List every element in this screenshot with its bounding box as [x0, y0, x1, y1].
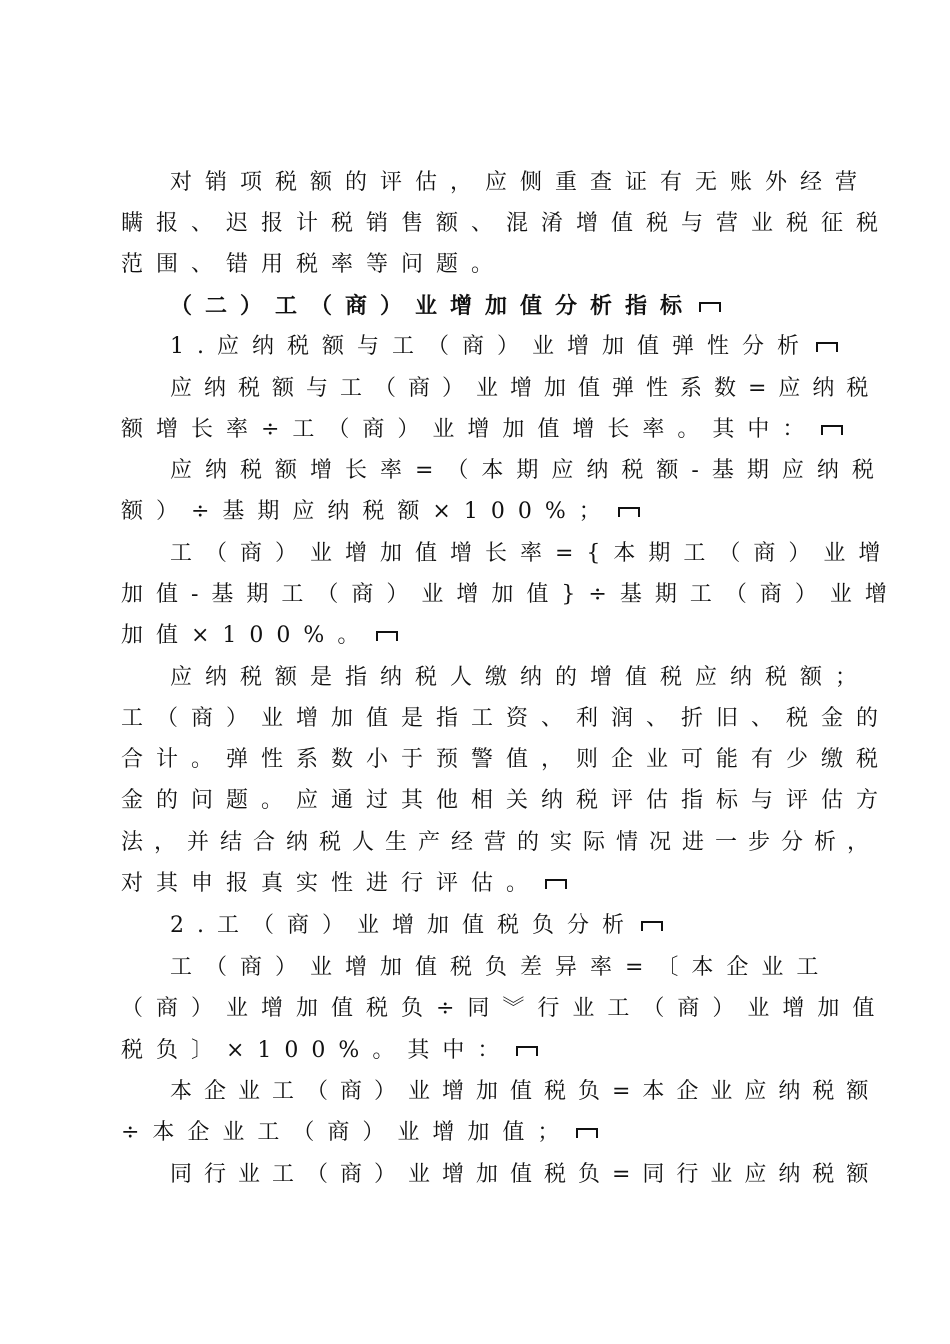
paragraph-line: 额增长率÷工（商）业增加值增长率。其中：	[121, 415, 843, 445]
paragraph-line: 同行业工（商）业增加值税负=同行业应纳税额	[170, 1162, 881, 1187]
paragraph-line: 加值-基期工（商）业增加值}÷基期工（商）业增	[121, 582, 900, 607]
paragraph-line: 瞒报、迟报计税销售额、混淆增值税与营业税征税	[121, 211, 892, 236]
paragraph-line: 工（商）业增加值增长率={本期工（商）业增	[170, 541, 894, 566]
paragraph-mark-icon	[816, 342, 838, 352]
paragraph-mark-icon	[376, 631, 398, 641]
subsection-heading: 1.应纳税额与工（商）业增加值弹性分析	[170, 332, 838, 362]
paragraph-line: 法，并结合纳税人生产经营的实际情况进一步分析，	[121, 830, 881, 855]
paragraph-line: 本企业工（商）业增加值税负=本企业应纳税额	[170, 1079, 881, 1104]
section-heading: （二）工（商）业增加值分析指标	[170, 291, 721, 321]
subsection-heading: 2.工（商）业增加值税负分析	[170, 911, 663, 941]
paragraph-mark-icon	[618, 507, 640, 517]
paragraph-mark-icon	[641, 921, 663, 931]
paragraph-line: 加值×100%。	[121, 621, 398, 651]
paragraph-line: 工（商）业增加值是指工资、利润、折旧、税金的	[121, 706, 892, 731]
paragraph-line: ÷本企业工（商）业增加值；	[121, 1118, 598, 1148]
paragraph-line: 额）÷基期应纳税额×100%；	[121, 497, 640, 527]
paragraph-line: 范围、错用税率等问题。	[121, 252, 507, 277]
paragraph-mark-icon	[821, 425, 843, 435]
paragraph-line: 应纳税额与工（商）业增加值弹性系数=应纳税	[170, 376, 881, 401]
paragraph-line: 应纳税额是指纳税人缴纳的增值税应纳税额；	[170, 665, 871, 690]
paragraph-mark-icon	[576, 1128, 598, 1138]
paragraph-mark-icon	[699, 302, 721, 312]
paragraph-line: 税负〕×100%。其中：	[121, 1036, 538, 1066]
paragraph-line: 应纳税额增长率=（本期应纳税额-基期应纳税	[170, 458, 887, 483]
paragraph-line: 合计。弹性系数小于预警值，则企业可能有少缴税	[121, 747, 892, 772]
paragraph-line: 对销项税额的评估，应侧重查证有无账外经营	[170, 170, 871, 195]
paragraph-mark-icon	[516, 1046, 538, 1056]
paragraph-line: （商）业增加值税负÷同︾行业工（商）业增加值	[121, 996, 888, 1021]
paragraph-mark-icon	[545, 879, 567, 889]
paragraph-line: 工（商）业增加值税负差异率=〔本企业工	[170, 955, 832, 980]
paragraph-line: 金的问题。应通过其他相关纳税评估指标与评估方	[121, 788, 892, 813]
paragraph-line: 对其申报真实性进行评估。	[121, 869, 567, 899]
